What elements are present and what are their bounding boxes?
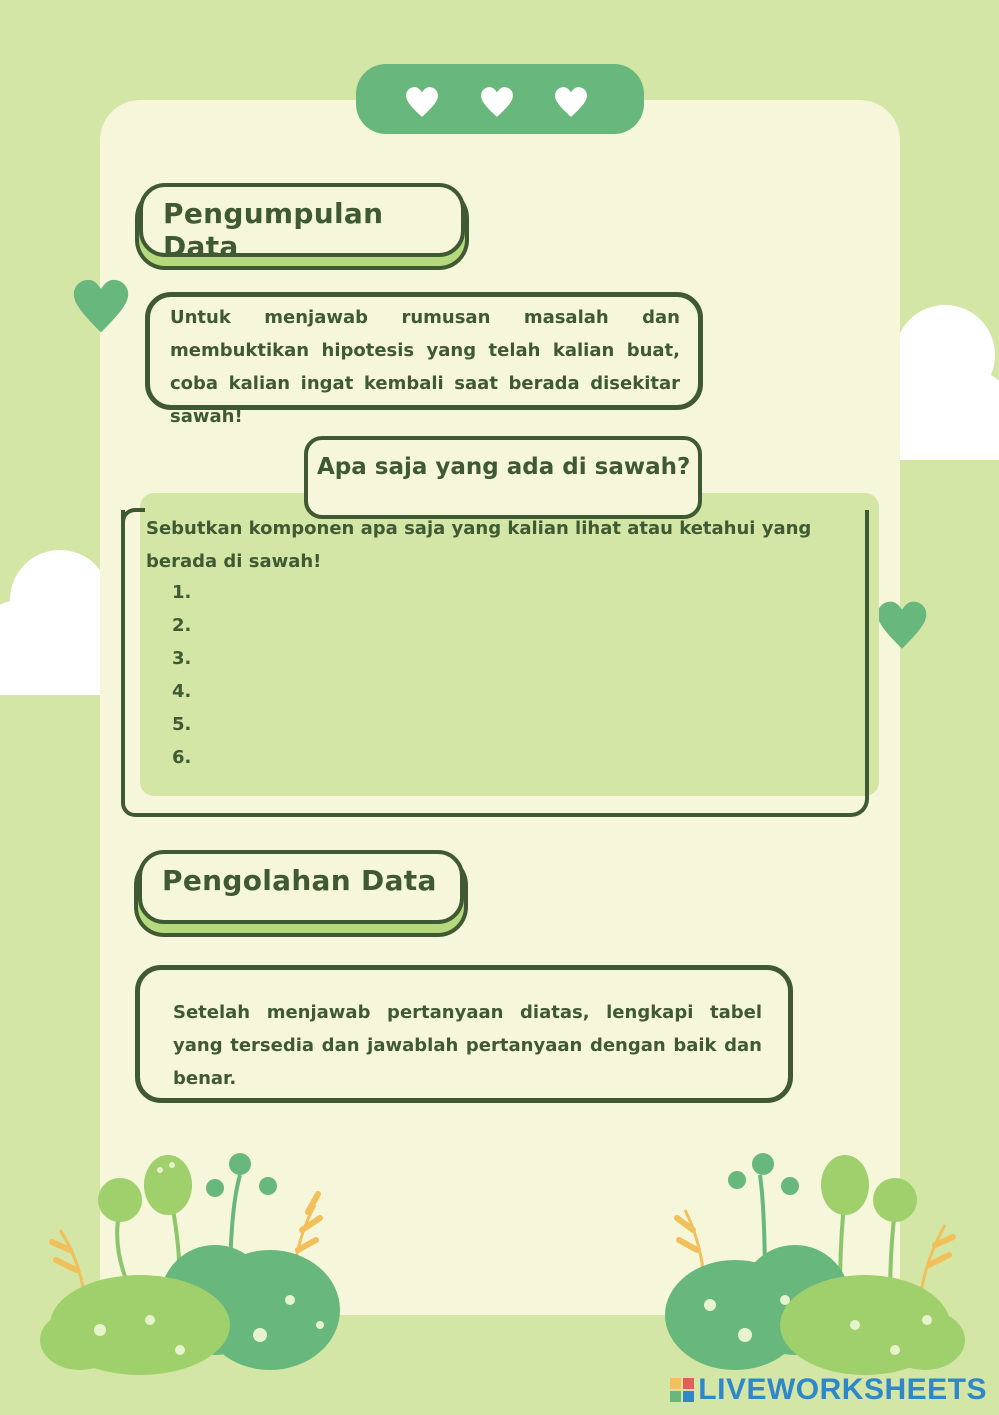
heart-icon: [480, 86, 514, 120]
section-title-box: [138, 850, 464, 924]
section-title: Pengumpulan Data: [163, 197, 384, 263]
list-item: 5.: [172, 714, 192, 735]
heart-icon: [405, 86, 439, 120]
intro-box: [145, 292, 703, 427]
brand-name: LIVEWORKSHEETS: [698, 1373, 987, 1406]
list-item: 3.: [172, 648, 192, 669]
answer-frame-corner: [121, 508, 145, 532]
cloud-icon: [0, 545, 110, 705]
section-title-box: [139, 183, 465, 263]
list-item: 1.: [172, 582, 192, 603]
list-item: 6.: [172, 747, 192, 768]
heart-icon: [876, 596, 928, 656]
question-prompt: Sebutkan komponen apa saja yang kalian lihat atau ketahui yang berada di sawah!: [146, 518, 812, 572]
list-item: 4.: [172, 681, 192, 702]
bush-icon: [665, 1150, 965, 1375]
section-title: Pengolahan Data: [162, 864, 437, 897]
bush-icon: [40, 1150, 350, 1375]
brand-logo[interactable]: [670, 1373, 987, 1407]
heart-icon: [72, 276, 130, 338]
heart-icon: [554, 86, 588, 120]
question-box: [304, 436, 702, 519]
list-item: 2.: [172, 615, 192, 636]
intro-text: Untuk menjawab rumusan masalah dan membuktikan hipotesis yang telah kalian buat, coba kalian ingat kembali saat berada disekitar sawah!: [170, 307, 680, 427]
instruction-text: Setelah menjawab pertanyaan diatas, lengkapi tabel yang tersedia dan jawablah pertanyaan dengan baik dan benar.: [173, 1002, 762, 1089]
instruction-box: [135, 965, 793, 1103]
logo-icon: [670, 1378, 694, 1402]
question-title: Apa saja yang ada di sawah?: [317, 454, 691, 480]
